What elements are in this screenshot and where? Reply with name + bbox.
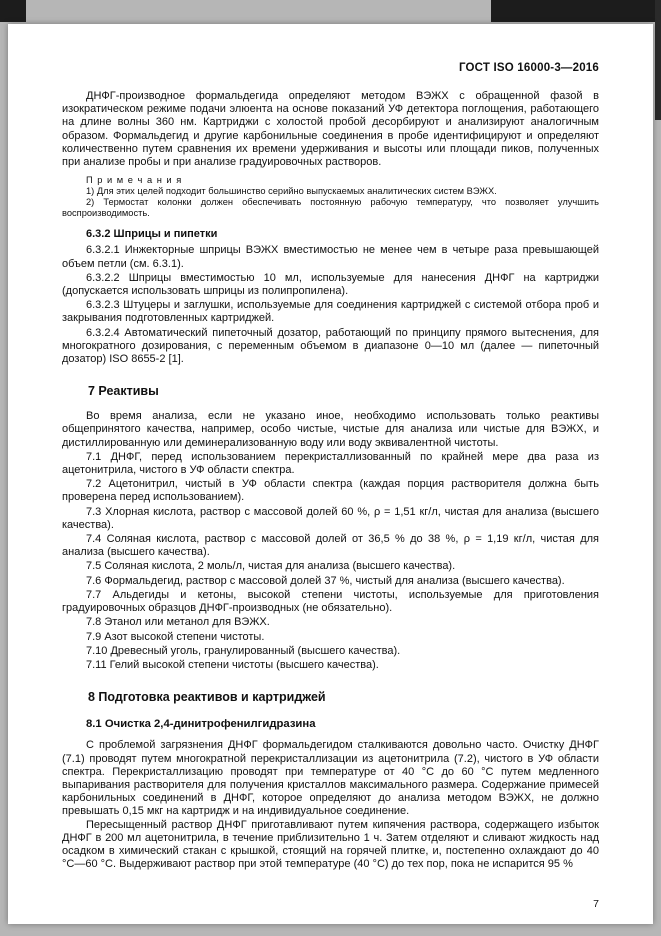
note-item: 2) Термостат колонки должен обеспечивать постоянную рабочую температуру, что позволяет улучшить воспроизводимость. [62,197,599,219]
scan-artifact-top-left [0,0,26,22]
clause-paragraph: 6.3.2.4 Автоматический пипеточный дозатор, работающий по принципу прямого вытеснения, для многократного дозирования, с переменным объемом в диапазоне 0—10 мл (далее — пипеточный дозатор) ISO 8655-2 [1]. [62,326,599,366]
intro-paragraph: ДНФГ-производное формальдегида определяют методом ВЭЖХ с обращенной фазой в изократическом режиме подачи элюента на основе показаний УФ детектора поглощения, работающего на длине волны 360 нм. Картриджи с холостой пробой десорбируют и анализируют аналогичным образом. Формальдегид и другие карбонильные соединения в пробе идентифицируют и определяют количественно путем сравнения их времени удерживания и высоты или площади пиков, полученных при анализе пробы и при анализе градуировочных растворов. [62,90,599,169]
section-8-paragraph: Пересыщенный раствор ДНФГ приготавливают путем кипячения раствора, содержащего избыток ДНФГ в 200 мл ацетонитрила, в течение приблизительно 1 ч. Затем отделяют и сливают жидкость над осадком в химический стакан с крышкой, стоящий на горячей плитке, и, постепенно охлаждают до 40 °C—60 °C. Выдерживают раствор при этой температуре (40 °C) до тех пор, пока не испарится 95 % [62,818,599,871]
reagent-item: 7.11 Гелий высокой степени чистоты (высшего качества). [86,658,379,671]
reagent-item: 7.9 Азот высокой степени чистоты. [86,630,265,643]
reagent-item: 7.5 Соляная кислота, 2 моль/л, чистая для анализа (высшего качества). [86,560,456,573]
document-standard-number: ГОСТ ISO 16000-3—2016 [458,62,599,74]
section-8-paragraph: С проблемой загрязнения ДНФГ формальдегидом сталкиваются довольно часто. Очистку ДНФГ (7.1) проводят путем многократной перекристаллизации из ацетонитрила (7.2), чистого в УФ области спектра. Перекристаллизацию проводят при температуре от 40 °C до 60 °C путем медленного выпаривания растворителя для получения кристаллов максимального размера. Содержание примесей карбонильных соединений в ДНФГ, которое определяют до анализа методом ВЭЖХ, не должно превышать 0,15 мкг на картридж и на индивидуальное соединение. [62,739,599,818]
heading-section-8-1: 8.1 Очистка 2,4-динитрофенилгидразина [86,718,316,731]
heading-section-8: 8 Подготовка реактивов и картриджей [88,690,326,705]
notes-title: П р и м е ч а н и я [86,175,183,186]
reagent-item: 7.4 Соляная кислота, раствор с массовой долей от 36,5 % до 38 %, ρ = 1,19 кг/л, чистая для анализа (высшего качества). [62,533,599,559]
clause-paragraph: 6.3.2.2 Шприцы вместимостью 10 мл, используемые для нанесения ДНФГ на картриджи (допускается использовать шприцы из полипропилена). [62,271,599,298]
scan-artifact-top-right [491,0,661,22]
reagent-item: 7.1 ДНФГ, перед использованием перекристаллизованный по крайней мере два раза из ацетонитрила, чистого в УФ области спектра. [62,450,599,477]
note-item: 1) Для этих целей подходит большинство серийно выпускаемых аналитических систем ВЭЖХ. [86,186,497,197]
heading-section-7: 7 Реактивы [88,384,159,399]
document-page [8,24,653,924]
document-body [62,90,599,871]
clause-paragraph: 6.3.2.3 Штуцеры и заглушки, используемые для соединения картриджей с системой отбора проб и закрывания подготовленных картриджей. [62,299,599,325]
page-number: 7 [593,898,599,910]
scan-artifact-right-edge [655,0,661,120]
reagent-item: 7.7 Альдегиды и кетоны, высокой степени чистоты, используемые для приготовления градуировочных образцов ДНФГ-производных (не обязательно). [62,588,599,615]
clause-paragraph: 6.3.2.1 Инжекторные шприцы ВЭЖХ вместимостью не менее чем в четыре раза превышающей объем петли (см. 6.3.1). [62,244,599,270]
reagent-item: 7.8 Этанол или метанол для ВЭЖХ. [86,616,270,629]
reagent-item: 7.6 Формальдегид, раствор с массовой долей 37 %, чистый для анализа (высшего качества). [86,574,565,587]
heading-6-3-2: 6.3.2 Шприцы и пипетки [86,228,218,241]
reagent-item: 7.3 Хлорная кислота, раствор с массовой долей 60 %, ρ = 1,51 кг/л, чистая для анализа (высшего качества). [62,505,599,531]
reagent-item: 7.10 Древесный уголь, гранулированный (высшего качества). [86,644,401,657]
reagent-item: 7.2 Ацетонитрил, чистый в УФ области спектра (каждая порция растворителя должна быть проверена перед использованием). [62,478,599,504]
notes-block [62,175,599,219]
section-7-intro: Во время анализа, если не указано иное, необходимо использовать только реактивы общепринятого качества, например, особо чистые, чистые для анализа или чистые для ВЭЖХ, и дистиллированную или деминерализованную воду или воду эквивалентной чистоты. [62,410,599,449]
